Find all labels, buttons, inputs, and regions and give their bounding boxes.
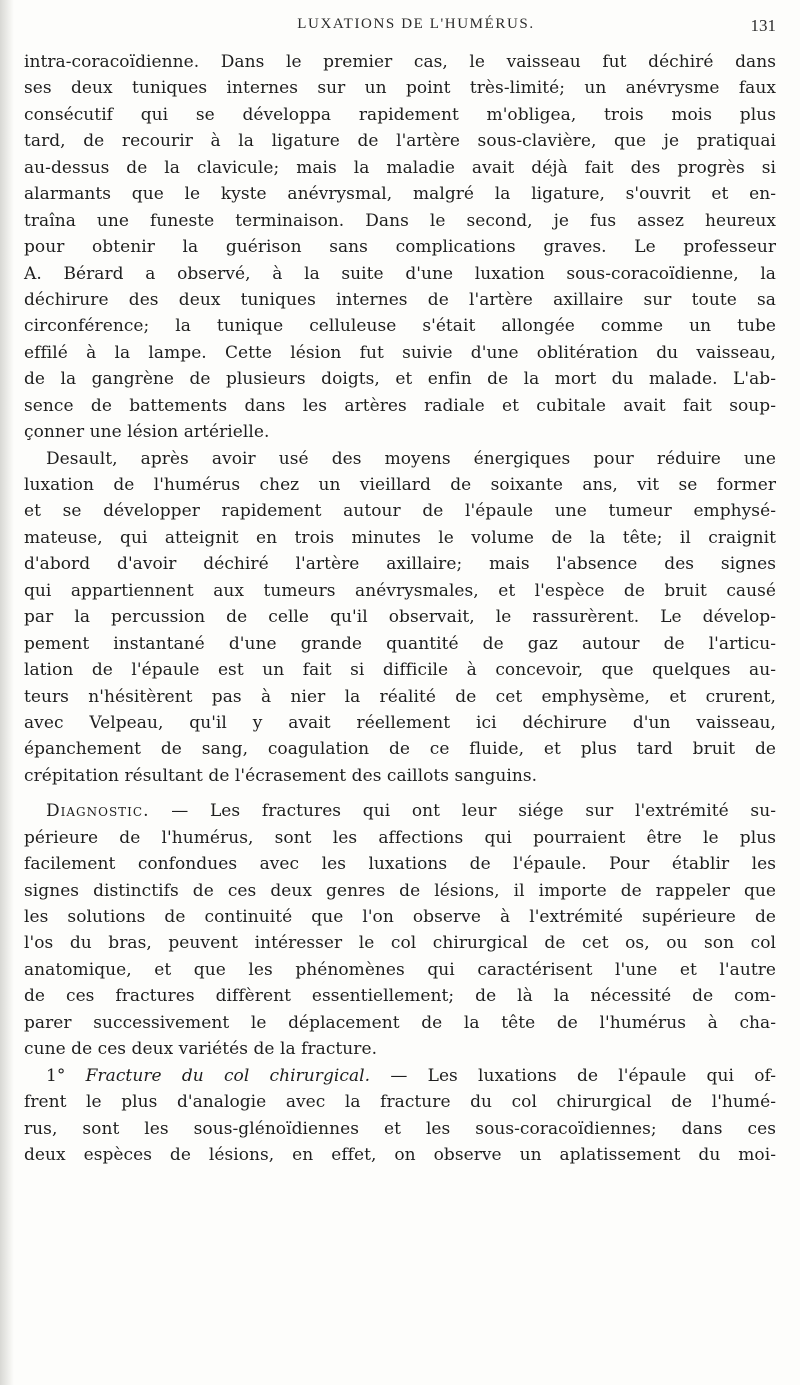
text-line: épanchement de sang, coagulation de ce fluide, et plus tard bruit de — [24, 739, 776, 760]
page-gutter-shadow — [0, 0, 14, 1385]
text-line: les solutions de continuité que l'on observe à l'extrémité supérieure de — [24, 907, 776, 927]
page-header — [56, 16, 776, 38]
text-line: effilé à la lampe. Cette lésion fut suivie d'une oblitération du vaisseau, — [24, 342, 776, 363]
text-line: ses deux tuniques internes sur un point très-limité; un anévrysme faux — [24, 78, 776, 99]
text-line: et se développer rapidement autour de l'épaule une tumeur emphysé- — [24, 501, 776, 522]
fracture-heading: Fracture du col chirurgical. — [85, 1065, 371, 1086]
body-text — [24, 49, 776, 1168]
text-line: teurs n'hésitèrent pas à nier la réalité de cet emphysème, et crurent, — [24, 686, 776, 707]
fracture-heading-rest: — Les luxations de l'épaule qui of- — [370, 1065, 777, 1086]
text-line: traîna une funeste terminaison. Dans le second, je fus assez heureux — [24, 210, 776, 231]
text-line: rus, sont les sous-glénoïdiennes et les sous-coracoïdiennes; dans ces — [24, 1118, 776, 1139]
text-line: circonférence; la tunique celluleuse s'était allongée comme un tube — [24, 316, 776, 337]
text-line: anatomique, et que les phénomènes qui caractérisent l'une et l'autre — [24, 959, 776, 980]
text-line: qui appartiennent aux tumeurs anévrysmales, et l'espèce de bruit causé — [24, 580, 776, 601]
page-number: 131 — [750, 16, 776, 35]
diagnostic-heading: Diagnostic. — [46, 801, 150, 822]
text-line: lation de l'épaule est un fait si difficile à concevoir, que quelques au- — [24, 660, 776, 681]
text-line: sence de battements dans les artères radiale et cubitale avait fait soup- — [24, 395, 776, 416]
diagnostic-heading-rest: — Les fractures qui ont leur siége sur l'extrémité su- — [149, 801, 776, 822]
text-line: luxation de l'humérus chez un vieillard de soixante ans, vit se former — [24, 475, 776, 495]
text-line: deux espèces de lésions, en effet, on observe un aplatissement du moi- — [24, 1144, 776, 1165]
text-line: signes distinctifs de ces deux genres de lésions, il importe de rappeler que — [24, 880, 776, 901]
text-line: crépitation résultant de l'écrasement des caillots sanguins. — [24, 765, 538, 786]
text-line: alarmants que le kyste anévrysmal, malgré la ligature, s'ouvrit et en- — [24, 184, 776, 205]
text-line: déchirure des deux tuniques internes de l'artère axillaire sur toute sa — [24, 289, 776, 310]
text-line: mateuse, qui atteignit en trois minutes le volume de la tête; il craignit — [24, 527, 776, 548]
text-line: l'os du bras, peuvent intéresser le col chirurgical de cet os, ou son col — [24, 933, 776, 954]
text-line: pement instantané d'une grande quantité de gaz autour de l'articu- — [24, 633, 776, 654]
text-line: avec Velpeau, qu'il y avait réellement ici déchirure d'un vaisseau, — [24, 712, 776, 733]
text-line: de la gangrène de plusieurs doigts, et enfin de la mort du malade. L'ab- — [24, 369, 776, 390]
text-line: de ces fractures diffèrent essentiellement; de là la nécessité de com- — [24, 986, 776, 1007]
text-line: pour obtenir la guérison sans complications graves. Le professeur — [24, 237, 776, 258]
text-line: d'abord d'avoir déchiré l'artère axillaire; mais l'absence des signes — [24, 554, 776, 575]
text-line: frent le plus d'analogie avec la fracture du col chirurgical de l'humé- — [24, 1092, 776, 1113]
text-line: çonner une lésion artérielle. — [24, 422, 270, 443]
diagnostic-heading-line — [24, 798, 776, 824]
text-line: parer successivement le déplacement de la tête de l'humérus à cha- — [24, 1012, 776, 1033]
fracture-number: 1° — [46, 1065, 86, 1086]
text-line: facilement confondues avec les luxations de l'épaule. Pour établir les — [24, 854, 776, 875]
text-line: intra-coracoïdienne. Dans le premier cas, le vaisseau fut déchiré dans — [24, 52, 776, 72]
fracture-heading-line — [24, 1063, 776, 1089]
text-line: Desault, après avoir usé des moyens énergiques pour réduire une — [46, 448, 776, 469]
text-line: A. Bérard a observé, à la suite d'une luxation sous-coracoïdienne, la — [24, 263, 776, 284]
running-head: LUXATIONS DE L'HUMÉRUS. — [297, 16, 535, 32]
text-line: cune de ces deux variétés de la fracture. — [24, 1039, 378, 1060]
text-line: au-dessus de la clavicule; mais la maladie avait déjà fait des progrès si — [24, 157, 776, 178]
text-line: tard, de recourir à la ligature de l'artère sous-clavière, que je pratiquai — [24, 131, 776, 152]
text-line: périeure de l'humérus, sont les affections qui pourraient être le plus — [24, 827, 776, 848]
section-gap — [24, 789, 776, 798]
text-line: consécutif qui se développa rapidement m'obligea, trois mois plus — [24, 104, 776, 125]
text-line: par la percussion de celle qu'il observait, le rassurèrent. Le dévelop- — [24, 607, 776, 628]
